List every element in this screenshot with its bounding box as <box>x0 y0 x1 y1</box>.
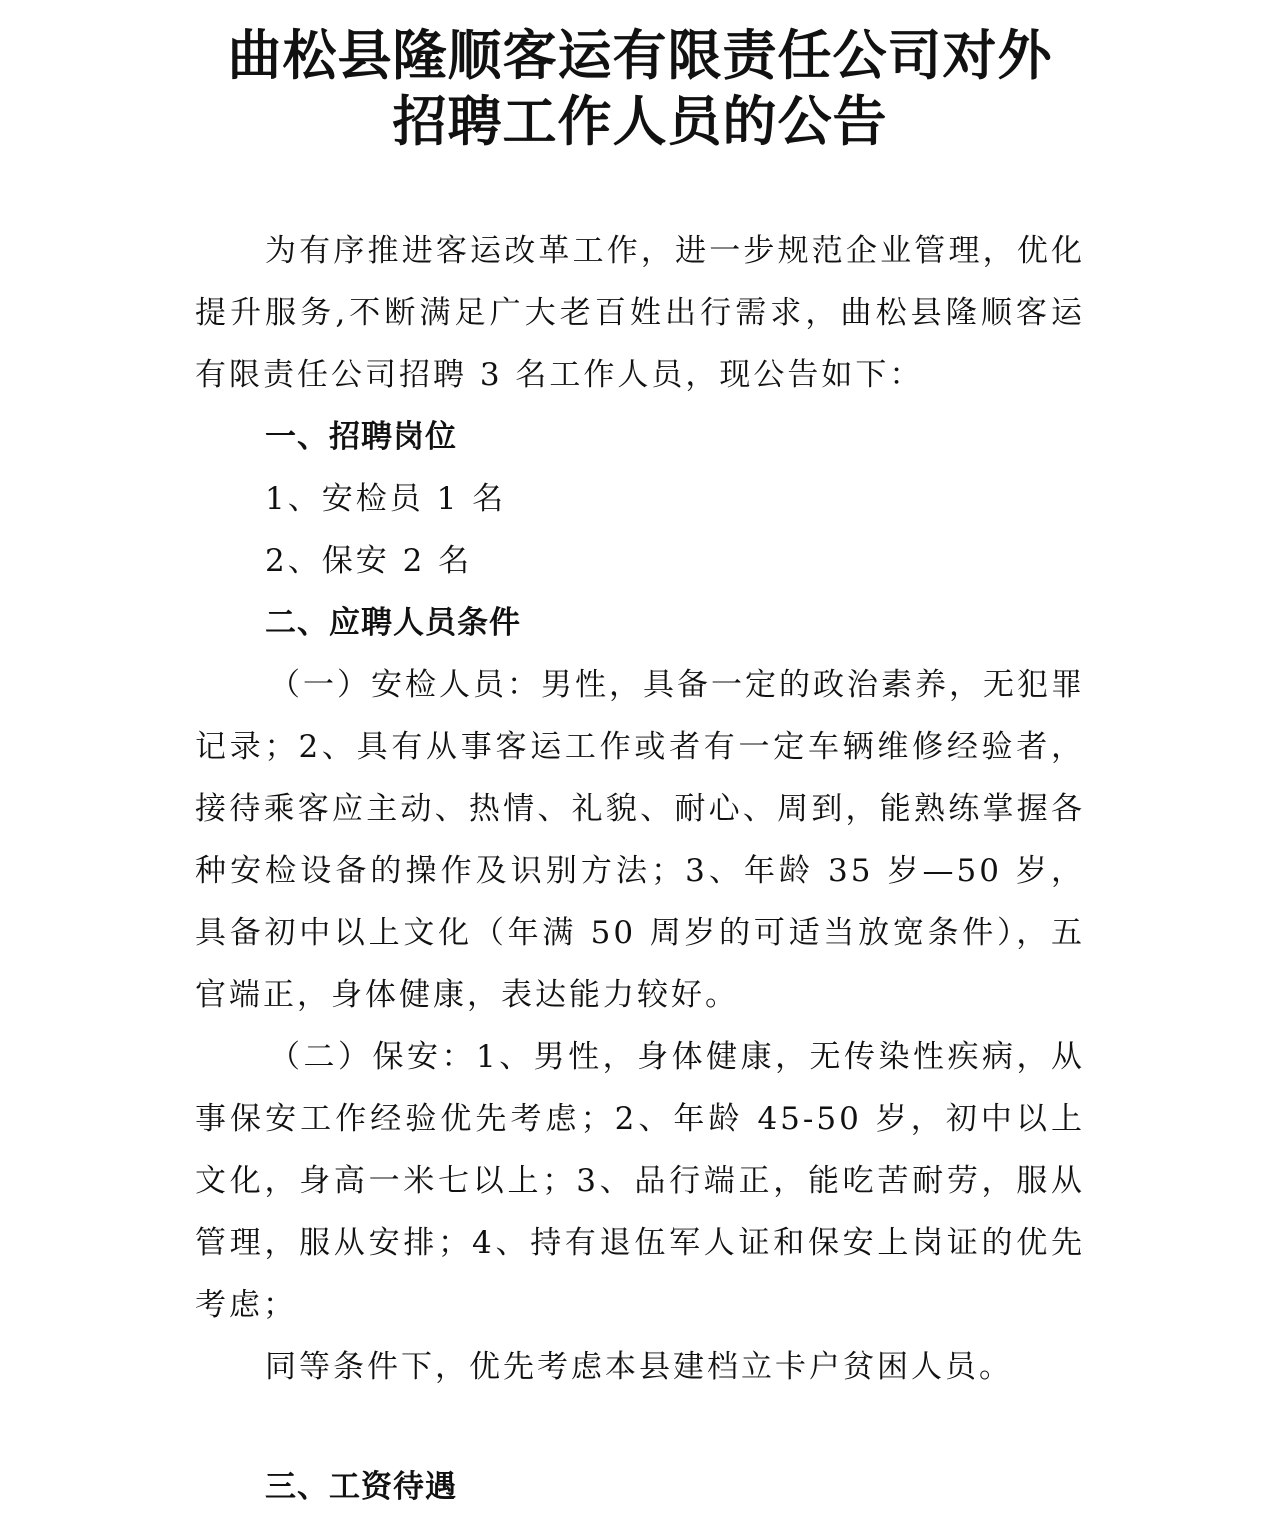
title-line-1: 曲松县隆顺客运有限责任公司对外 <box>227 23 1053 87</box>
document-title <box>0 22 1280 154</box>
requirements-security-paragraph: （二）保安：1、男性，身体健康，无传染性疾病，从事保安工作经验优先考虑；2、年龄 45-50 岁，初中以上文化，身高一米七以上；3、品行端正，能吃苦耐劳，服从管理，服从安排；4、持有退伍军人证和保安上岗证的优先考虑； <box>195 1039 1085 1323</box>
title-line-2: 招聘工作人员的公告 <box>392 89 888 153</box>
priority-note-paragraph: 同等条件下，优先考虑本县建档立卡户贫困人员。 <box>265 1349 1013 1385</box>
intro-paragraph: 为有序推进客运改革工作，进一步规范企业管理，优化提升服务,不断满足广大老百姓出行需求，曲松县隆顺客运有限责任公司招聘 3 名工作人员，现公告如下： <box>195 233 1085 393</box>
section-heading-positions: 一、招聘岗位 <box>265 419 457 455</box>
position-item-inspector: 1、安检员 1 名 <box>265 481 507 517</box>
section-heading-requirements: 二、应聘人员条件 <box>265 605 521 641</box>
document-body <box>195 220 1085 1518</box>
position-item-security: 2、保安 2 名 <box>265 543 473 579</box>
section-spacer <box>195 1398 1085 1456</box>
section-heading-salary: 三、工资待遇 <box>265 1469 457 1505</box>
requirements-inspector-paragraph: （一）安检人员：男性，具备一定的政治素养，无犯罪记录；2、具有从事客运工作或者有一定车辆维修经验者，接待乘客应主动、热情、礼貌、耐心、周到，能熟练掌握各种安检设备的操作及识别方法；3、年龄 35 岁—50 岁，具备初中以上文化（年满 50 周岁的可适当放宽条件），五官端正，身体健康，表达能力较好。 <box>195 667 1085 1013</box>
